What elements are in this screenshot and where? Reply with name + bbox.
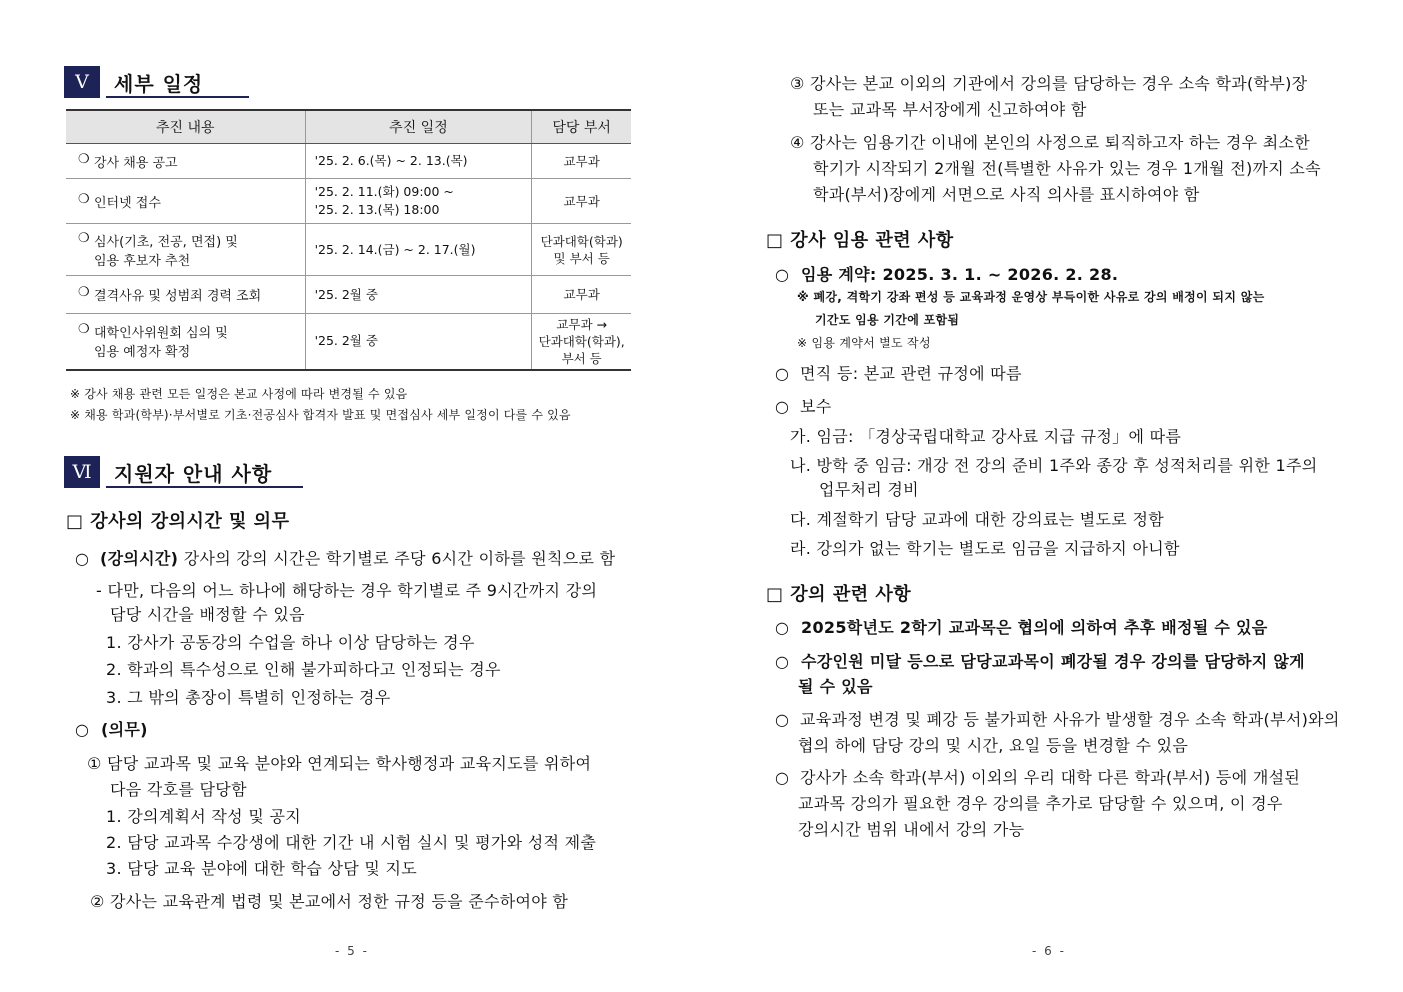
section-6-title: 지원자 안내 사항 (114, 462, 273, 486)
section-5-underline (106, 96, 249, 98)
lecture-item-continued: 교과목 강의가 필요한 경우 강의를 추가로 담당할 수 있으며, 이 경우 (798, 794, 1283, 813)
text-line: 또는 교과목 부서장에게 신고하여야 함 (813, 100, 1087, 119)
lecture-item: ○ 강사가 소속 학과(부서) 이외의 우리 대학 다른 학과(부서) 등에 개설된 (775, 768, 1301, 787)
list-item: 3. 담당 교육 분야에 대한 학습 상담 및 지도 (106, 859, 418, 878)
bullet-icon: ○ (775, 652, 790, 671)
lecture-item: ○ 수강인원 미달 등으로 담당교과목이 폐강될 경우 강의를 담당하지 않게 (775, 652, 1305, 671)
lecture-hours-text: 강사의 강의 시간은 학기별로 주당 6시간 이하를 원칙으로 함 (183, 549, 616, 568)
schedule-table (66, 109, 631, 371)
table-cell-item: ❍ 강사 채용 공고 (66, 144, 305, 179)
lecture-hours-paragraph (75, 546, 615, 569)
section-6-header (64, 456, 314, 488)
section-5-header (64, 66, 254, 98)
pay-item: 라. 강의가 없는 학기는 별도로 임금을 지급하지 아니함 (790, 539, 1180, 558)
list-item: 1. 강사가 공동강의 수업을 하나 이상 담당하는 경우 (106, 633, 475, 652)
table-cell-date: '25. 2. 11.(화) 09:00 ~ '25. 2. 13.(목) 18:00 (305, 179, 532, 224)
bullet-icon: ○ (75, 549, 90, 568)
contract-term: ○ 임용 계약: 2025. 3. 1. ~ 2026. 2. 28. (775, 265, 1119, 284)
pay-item: 나. 방학 중 임금: 개강 전 강의 준비 1주와 종강 후 성적처리를 위한 1주의 (790, 456, 1318, 475)
text-line: 학과(부서)장에게 서면으로 사직 의사를 표시하여야 함 (813, 185, 1200, 204)
table-cell-date: '25. 2월 중 (305, 276, 532, 314)
text-line: 다음 각호를 담당함 (110, 780, 247, 799)
bullet-icon: ❍ (78, 322, 90, 338)
lecture-item: ○ 교육과정 변경 및 폐강 등 불가피한 사유가 발생할 경우 소속 학과(부서)와의 (775, 710, 1340, 729)
bullet-icon: ❍ (78, 151, 90, 167)
pay-heading: ○ 보수 (775, 397, 832, 416)
contract-note-continued: 기간도 임용 기간에 포함됨 (815, 313, 960, 327)
subsection-heading: □ 강사의 강의시간 및 의무 (66, 511, 290, 532)
list-item: 2. 학과의 특수성으로 인해 불가피하다고 인정되는 경우 (106, 660, 501, 679)
section-5-number: Ⅴ (64, 66, 100, 98)
text-line: ② 강사는 교육관계 법령 및 본교에서 정한 규정 등을 준수하여야 함 (90, 892, 569, 911)
page-left (0, 0, 700, 992)
bullet-icon: ○ (775, 364, 790, 383)
table-cell-dept: 단과대학(학과) 및 부서 등 (532, 224, 631, 276)
table-cell-dept: 교무과 (532, 276, 631, 314)
dismissal-item: ○ 면직 등: 본교 관련 규정에 따름 (775, 364, 1022, 383)
table-cell-item: ❍ 대학인사위원회 심의 및 임용 예정자 확정 (66, 314, 305, 370)
lecture-item-continued: 강의시간 범위 내에서 강의 가능 (798, 820, 1025, 839)
table-cell-date: '25. 2. 14.(금) ~ 2. 17.(월) (305, 224, 532, 276)
bullet-icon: ○ (775, 710, 790, 729)
schedule-note: ※ 강사 채용 관련 모든 일정은 본교 사정에 따라 변경될 수 있음 (70, 387, 408, 401)
table-cell-item: ❍ 심사(기초, 전공, 면접) 및 임용 후보자 추천 (66, 224, 305, 276)
text-line: ④ 강사는 임용기간 이내에 본인의 사정으로 퇴직하고자 하는 경우 최소한 (790, 133, 1311, 152)
text-line: 담당 시간을 배정할 수 있음 (110, 605, 305, 624)
table-cell-dept: 교무과 → 단과대학(학과), 부서 등 (532, 314, 631, 370)
bullet-icon: ○ (775, 265, 790, 284)
text-line: ① 담당 교과목 및 교육 분야와 연계되는 학사행정과 교육지도를 위하여 (87, 754, 592, 773)
table-row (66, 276, 631, 314)
lecture-item: ○ 2025학년도 2학기 교과목은 협의에 의하여 추후 배정될 수 있음 (775, 618, 1268, 637)
table-row (66, 224, 631, 276)
text-line: 학기가 시작되기 2개월 전(특별한 사유가 있는 경우 1개월 전)까지 소속 (813, 159, 1321, 178)
page-right (702, 0, 1403, 992)
bullet-icon: ○ (75, 720, 90, 739)
page-number: - 6 - (1032, 944, 1066, 958)
bullet-icon: ❍ (78, 285, 90, 300)
subsection-heading: □ 강의 관련 사항 (766, 584, 912, 605)
table-header-row (66, 110, 631, 144)
list-item: 3. 그 밖의 총장이 특별히 인정하는 경우 (106, 688, 391, 707)
table-cell-item: ❍ 인터넷 접수 (66, 179, 305, 224)
table-row (66, 314, 631, 370)
list-item: 2. 담당 교과목 수강생에 대한 기간 내 시험 실시 및 평가와 성적 제출 (106, 833, 597, 852)
lecture-item-continued: 협의 하에 담당 강의 및 시간, 요일 등을 변경할 수 있음 (798, 736, 1189, 755)
table-header: 추진 내용 (66, 110, 305, 144)
table-cell-item: ❍ 결격사유 및 성범죄 경력 조회 (66, 276, 305, 314)
section-6-underline (106, 486, 303, 488)
lecture-item-continued: 될 수 있음 (798, 677, 873, 696)
contract-note: ※ 임용 계약서 별도 작성 (797, 336, 931, 350)
pay-item: 가. 임금: 「경상국립대학교 강사료 지급 규정」에 따름 (790, 427, 1182, 446)
bullet-icon: ○ (775, 768, 790, 787)
pay-item-continued: 업무처리 경비 (819, 480, 919, 499)
section-5-title: 세부 일정 (114, 72, 204, 96)
table-cell-dept: 교무과 (532, 179, 631, 224)
list-item: 1. 강의계획서 작성 및 공지 (106, 807, 301, 826)
bullet-icon: ❍ (78, 230, 90, 246)
duty-heading: ○ (의무) (75, 720, 148, 739)
bullet-icon: ○ (775, 618, 790, 637)
schedule-note: ※ 채용 학과(학부)·부서별로 기초·전공심사 합격자 발표 및 면접심사 세부 일정이 다를 수 있음 (70, 408, 571, 422)
table-header: 담당 부서 (532, 110, 631, 144)
lecture-hours-label: (강의시간) (100, 549, 179, 568)
table-cell-dept: 교무과 (532, 144, 631, 179)
text-line: ③ 강사는 본교 이외의 기관에서 강의를 담당하는 경우 소속 학과(학부)장 (790, 74, 1308, 93)
text-line: - 다만, 다음의 어느 하나에 해당하는 경우 학기별로 주 9시간까지 강의 (96, 581, 598, 600)
subsection-heading: □ 강사 임용 관련 사항 (766, 230, 954, 251)
table-row (66, 179, 631, 224)
contract-note: ※ 폐강, 격학기 강좌 편성 등 교육과정 운영상 부득이한 사유로 강의 배정이 되지 않는 (797, 290, 1265, 304)
table-header: 추진 일정 (305, 110, 532, 144)
section-6-number: Ⅵ (64, 456, 100, 488)
pay-item: 다. 계절학기 담당 교과에 대한 강의료는 별도로 정함 (790, 510, 1164, 529)
bullet-icon: ❍ (78, 191, 90, 207)
table-row (66, 144, 631, 179)
table-cell-date: '25. 2. 6.(목) ~ 2. 13.(목) (305, 144, 532, 179)
table-cell-date: '25. 2월 중 (305, 314, 532, 370)
page-number: - 5 - (335, 944, 369, 958)
bullet-icon: ○ (775, 397, 790, 416)
